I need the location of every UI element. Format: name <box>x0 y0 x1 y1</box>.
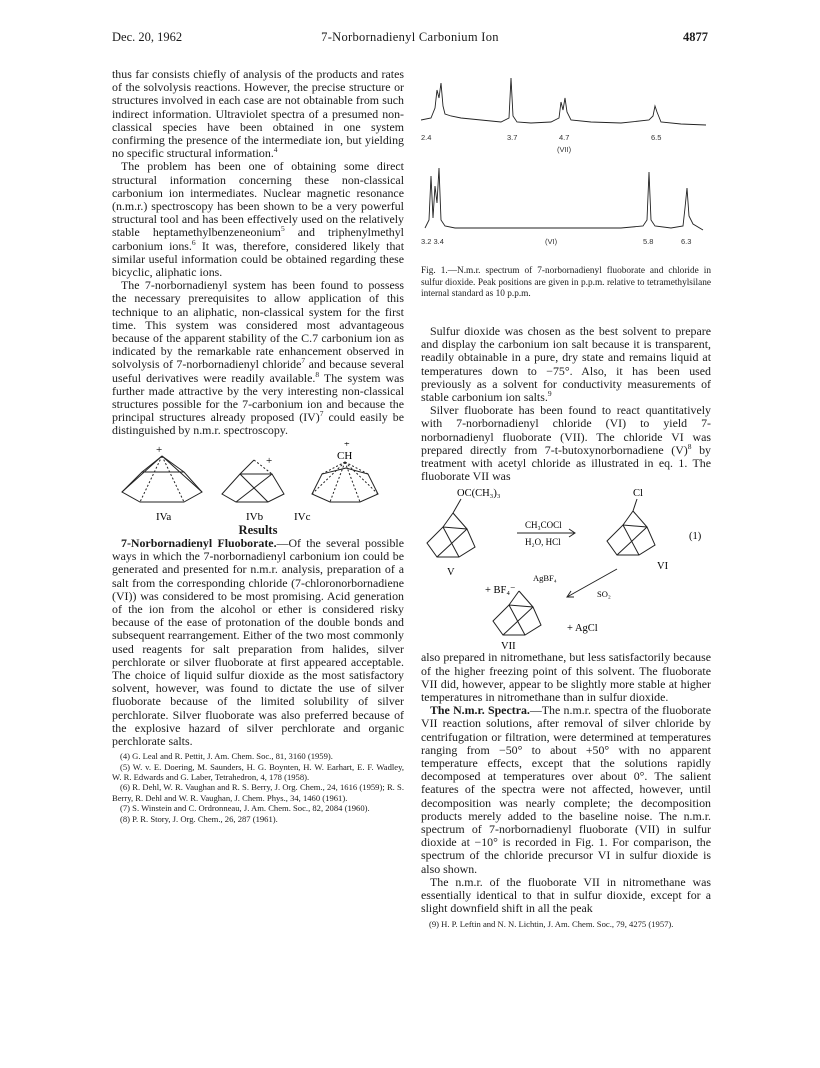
paragraph-text: The system was further made attractive by the very interesting non-classical structures possible for the 7-carbonium ion and because the principal structures already proposed (IV) <box>112 370 404 425</box>
spectrum-label: (VII) <box>557 145 572 154</box>
paragraph-text: It was, therefore, considered likely that similar useful information could be obtained regarding these bicyclic, aliphatic ions. <box>112 238 404 280</box>
paragraph-text: also prepared in nitromethane, but less satisfactorily because of the higher freezing point of this solvent. The fluoborate VII did, however, appear to be slightly more stable at higher temperatures in nitromethane than in sulfur dioxide. <box>421 650 711 705</box>
footnote-ref: 7 <box>301 356 306 366</box>
footnote-ref: 9 <box>547 389 552 399</box>
tick-label: 3.2 3.4 <box>421 237 444 246</box>
header-page-number: 4877 <box>683 30 708 44</box>
plus-sign: + <box>344 441 350 450</box>
structure-label-ivb: IVb <box>246 510 264 523</box>
structure-label-ivc: IVc <box>294 510 311 523</box>
structures-iv-figure <box>112 442 404 524</box>
running-header <box>112 30 708 46</box>
nmr-figure <box>421 68 711 301</box>
caption-text: —N.m.r. spectrum of 7-norbornadienyl fluoborate and chloride in sulfur dioxide. Peak positions are given in p.p.m. relative to tetramethylsilane internal standard as 10 p.p.m. <box>421 266 711 300</box>
paragraph-text: thus far consists chiefly of analysis of the products and rates of the solvolysis reactions. However, the precise structure or structures involved in each case are not obtainable from such indirect information. Ultraviolet spectra of a presumed non-classical species have been obtained in one system confirming the presence of the intermediate ion, but yielding no specific structural information. <box>112 67 404 161</box>
tick-label: 3.7 <box>507 133 518 142</box>
scheme-reagent: AgBF₄ <box>533 573 557 584</box>
footnote: (6) R. Dehl, W. R. Vaughan and R. S. Berry, J. Org. Chem., 24, 1616 (1959); R. S. Berry, R. Dehl and W. R. Vaughan, J. Chem. Phys., 34, 1460 (1961). <box>112 782 404 803</box>
footnote-ref: 5 <box>280 224 285 234</box>
paragraph <box>421 404 711 483</box>
equation-number: (1) <box>689 531 702 543</box>
footnote-ref: 4 <box>273 145 278 155</box>
paragraph <box>112 160 404 279</box>
scheme-bf4: + BF₄⁻ <box>485 585 516 597</box>
spectrum-label: (VI) <box>545 237 558 246</box>
tick-label: 6.5 <box>651 133 662 142</box>
paragraph-text: The n.m.r. of the fluoborate VII in nitromethane was essentially identical to that in sulfur dioxide, except for a slight downfield shift in all the peak <box>421 874 711 916</box>
nmr-spectra-plot <box>421 68 711 264</box>
paragraph-text: Silver fluoborate has been found to react quantitatively with 7-norbornadienyl chloride (VI) to yield 7-norbornadienyl fluoborate (VII). The chloride VI was prepared directly from 7-t-butoxynorbornadiene (V) <box>421 403 711 457</box>
footnote: (8) P. R. Story, J. Org. Chem., 26, 287 (1961). <box>120 813 278 824</box>
paragraph-text: and because several useful derivatives were readily available. <box>112 357 405 385</box>
paragraph <box>421 325 711 404</box>
footnote-ref: 8 <box>687 441 692 451</box>
scheme-agcl: + AgCl <box>567 623 598 635</box>
footnotes <box>421 919 711 929</box>
paragraph <box>112 537 404 748</box>
structure-label-iva: IVa <box>156 510 172 523</box>
scheme-reagent: CH₃COCl <box>525 520 562 531</box>
tick-label: 4.7 <box>559 133 570 142</box>
footnote-ref: 6 <box>191 237 196 247</box>
paragraph-text: by treatment with acetyl chloride as illustrated in eq. 1. The fluoborate VII was <box>421 442 711 484</box>
paragraph-text: —The n.m.r. spectra of the fluoborate VII reaction solutions, after removal of silver chloride by centrifugation or filtration, were determined at temperatures ranging from −50° to about +50° with no apparent temperature effects, except that the solutions rapidly decomposed at temperatures over about 0°. The salient features of the spectra were not affected, however, until decomposition was nearly complete; the decomposition products merely added to the baseline noise. The n.m.r. spectrum of 7-norbornadienyl fluoborate (VII) in sulfur dioxide at −10° is recorded in Fig. 1. For comparison, the spectrum of the chloride precursor VI in sulfur dioxide is also shown. <box>421 703 711 876</box>
compound-label-v: V <box>447 567 455 579</box>
scheme-reagent: H₂O, HCl <box>525 537 561 548</box>
footnote: (7) S. Winstein and C. Ordronneau, J. Am. Chem. Soc., 82, 2084 (1960). <box>120 803 370 814</box>
paragraph <box>112 68 404 160</box>
scheme-oc-label: OC(CH₃)₃ <box>457 488 501 500</box>
tick-label: 6.3 <box>681 237 692 246</box>
tick-label: 5.8 <box>643 237 654 246</box>
figure-caption <box>421 266 711 301</box>
paragraph-lead: 7-Norbornadienyl Fluoborate. <box>121 535 277 550</box>
paragraph <box>421 651 711 704</box>
paragraph-text: —Of the several possible ways in which the 7-norbornadienyl carbonium ion could be generated and presented for n.m.r. analysis, preparation of a salt from the corresponding chloride (7-chloronorbornadiene (VI)) was considered to be most promising. Acid generation of the ion from the alcohol or ether is considered risky because of the ease of protonation of the double bonds and subsequent rearrangement. Either of the two most commonly used reagents for salt preparation from halides, silver perchlorate or silver fluoborate at first appeared acceptable. The choice of liquid sulfur dioxide as the most satisfactory solvent, however, was found to dictate the use of silver fluoborate because of the limited solubility of silver perchlorate. Silver fluoborate was also preferred because of the explosive hazard of silver perchlorate and organic perchlorate salts. <box>112 535 404 748</box>
footnote-ref: 8 <box>315 369 320 379</box>
plus-sign: + <box>266 454 273 467</box>
ch-label: CH <box>337 449 353 462</box>
footnote: (9) H. P. Leftin and N. N. Lichtin, J. Am. Chem. Soc., 79, 4275 (1957). <box>429 918 674 929</box>
paragraph-text: could easily be distinguished by n.m.r. spectroscopy. <box>112 410 404 438</box>
plus-sign: + <box>156 443 163 456</box>
compound-label-vii: VII <box>501 641 516 650</box>
paragraph <box>421 704 711 876</box>
paragraph <box>421 876 711 916</box>
paragraph-lead: The N.m.r. Spectra. <box>430 703 530 718</box>
footnote-ref: 7 <box>319 409 324 419</box>
paragraph <box>112 279 404 437</box>
footnote: (4) G. Leal and R. Pettit, J. Am. Chem. Soc., 81, 3160 (1959). <box>120 751 333 762</box>
caption-lead: Fig. 1. <box>421 266 448 276</box>
scheme-cl-label: Cl <box>633 488 643 500</box>
header-title: 7-Norbornadienyl Carbonium Ion <box>321 30 499 44</box>
compound-label-vi: VI <box>657 561 669 573</box>
paragraph-text: Sulfur dioxide was chosen as the best solvent to prepare and display the carbonium ion salt because it is transparent, readily obtainable in a pure, dry state and remains liquid at temperatures down to −75°. Also, it has been used previously as a solvent for conductivity measurements of stable carbonium ion salts. <box>421 324 711 405</box>
results-heading: Results <box>238 522 278 537</box>
right-column <box>421 325 711 929</box>
paragraph-text: and triphenylmethyl carbonium ions. <box>112 225 404 253</box>
left-column <box>112 68 404 824</box>
paragraph-text: The 7-norbornadienyl system has been found to possess the necessary prerequisites to allow application of this technique to an aliphatic, non-classical system for the first time. This system was considered most advantageous because of the apparent stability of the C.7 carbonium ion as indicated by the remarkable rate enhancement observed in solvolysis of 7-norbornadienyl chloride <box>112 278 404 372</box>
paragraph-text: The problem has been one of obtaining some direct structural information concerning these non-classical carbonium ion intermediates. Nuclear magnetic resonance (n.m.r.) spectroscopy has been shown to be a very powerful structural tool and has been effectively used on the relatively stable heptamethylbenzeneonium <box>112 159 404 240</box>
footnote: (5) W. v. E. Doering, M. Saunders, H. G. Boynten, H. W. Earhart, E. F. Wadley, W. R. Edwards and G. Laber, Tetrahedron, 4, 178 (1958). <box>112 761 404 782</box>
reaction-scheme <box>421 485 711 649</box>
tick-label: 2.4 <box>421 133 432 142</box>
header-date: Dec. 20, 1962 <box>112 30 183 44</box>
footnotes <box>112 751 404 824</box>
scheme-reagent: SO₂ <box>597 589 611 600</box>
